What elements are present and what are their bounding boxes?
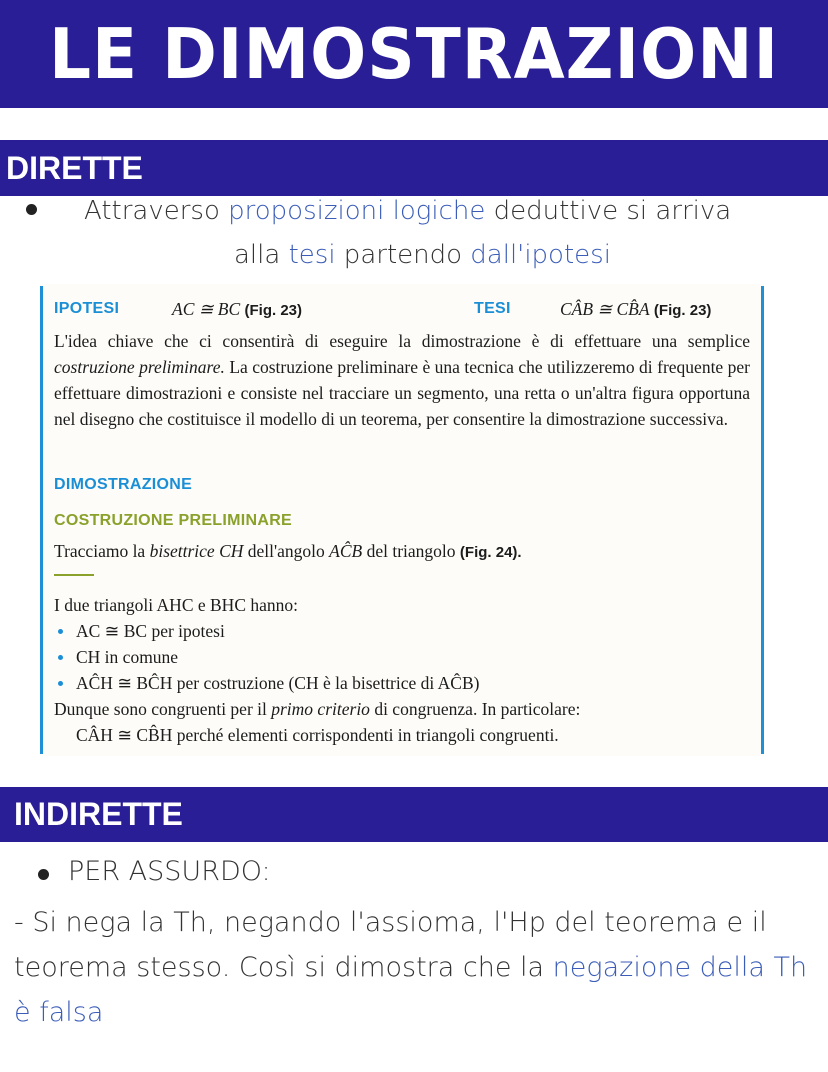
proof-item: CH in comune [54,644,754,670]
hypothesis-label: IPOTESI [54,300,120,317]
bullet-icon [26,204,37,215]
thesis-formula: CÂB ≅ CB̂A [560,299,650,319]
section-title-direct: DIRETTE [6,149,143,186]
intro-text: Attraverso [84,196,229,226]
hypothesis-thesis-row [54,296,754,322]
demonstration-label: DIMOSTRAZIONE [54,476,193,493]
construction-step [54,538,522,566]
absurd-body [14,900,822,1035]
intro-highlight: dall'ipotesi [470,240,611,270]
step-text: dell'angolo [243,541,330,561]
figure-ref: (Fig. 23) [653,302,712,319]
thesis-value [560,296,711,324]
para-text: L'idea chiave che ci consentirà di eseguire la dimostrazione è di effettuare una semplice [54,331,750,351]
conclusion-text: Dunque sono congruenti per il [54,699,272,719]
title-banner [0,0,828,108]
section-title-indirect: INDIRETTE [14,796,183,832]
figure-ref: (Fig. 23) [244,302,303,319]
hypothesis-value [172,296,302,324]
page-title: LE DIMOSTRAZIONI [48,13,779,95]
excerpt-left-rule [40,286,43,754]
hypothesis-formula: AC ≅ BC [172,299,241,319]
conclusion-formula: CÂH ≅ CB̂H perché elementi corrispondenti in triangoli congruenti. [76,725,559,745]
intro-text: alla [234,240,289,270]
angle-formula: AĈB [329,541,363,561]
step-italic: bisettrice CH [149,541,244,561]
intro-text: partendo [335,240,471,270]
bullet-icon [38,869,49,880]
proof-block [54,592,754,748]
explanation-paragraph [54,328,750,432]
intro-highlight: proposizioni logiche [228,196,486,226]
excerpt-right-rule [761,286,764,754]
conclusion-line [54,696,754,722]
para-text: La costruzione preliminare è una tecnica che utilizzeremo di frequente per effettuare dimostrazioni e consiste nel tracciare un segmento, una retta o un'altra figura opportuna nel disegno che costituisce il modello di un teorema, per consentire la dimostrazione successiva. [54,357,750,429]
intro-line-2 [234,240,611,270]
step-text: del triangolo [362,541,460,561]
absurd-heading: PER ASSURDO: [68,856,271,887]
textbook-excerpt [40,284,764,756]
proof-list [54,618,754,696]
green-divider [54,574,94,576]
conclusion-italic: primo criterio [271,699,370,719]
section-header-indirect [0,787,828,842]
figure-ref: (Fig. 24). [459,544,522,561]
absurd-text: - Si nega la Th, negando l'assioma, l'Hp del teorema e il teorema stesso. Così si dimostra che la [14,907,767,983]
intro-text: deduttive si arriva [485,196,732,226]
intro-highlight: tesi [288,240,336,270]
triangles-intro: I due triangoli AHC e BHC hanno: [54,595,299,615]
proof-item: AĈH ≅ BĈH per costruzione (CH è la bisettrice di AĈB) [54,670,754,696]
intro-line-1 [84,196,731,226]
construction-label: COSTRUZIONE PRELIMINARE [54,512,293,529]
conclusion-text: di congruenza. In particolare: [369,699,581,719]
absurd-highlight: negazione della Th è falsa [14,952,808,1028]
para-italic: costruzione preliminare. [54,357,225,377]
thesis-label: TESI [474,300,511,317]
proof-item: AC ≅ BC per ipotesi [54,618,754,644]
step-text: Tracciamo la [54,541,150,561]
section-header-direct [0,140,828,196]
